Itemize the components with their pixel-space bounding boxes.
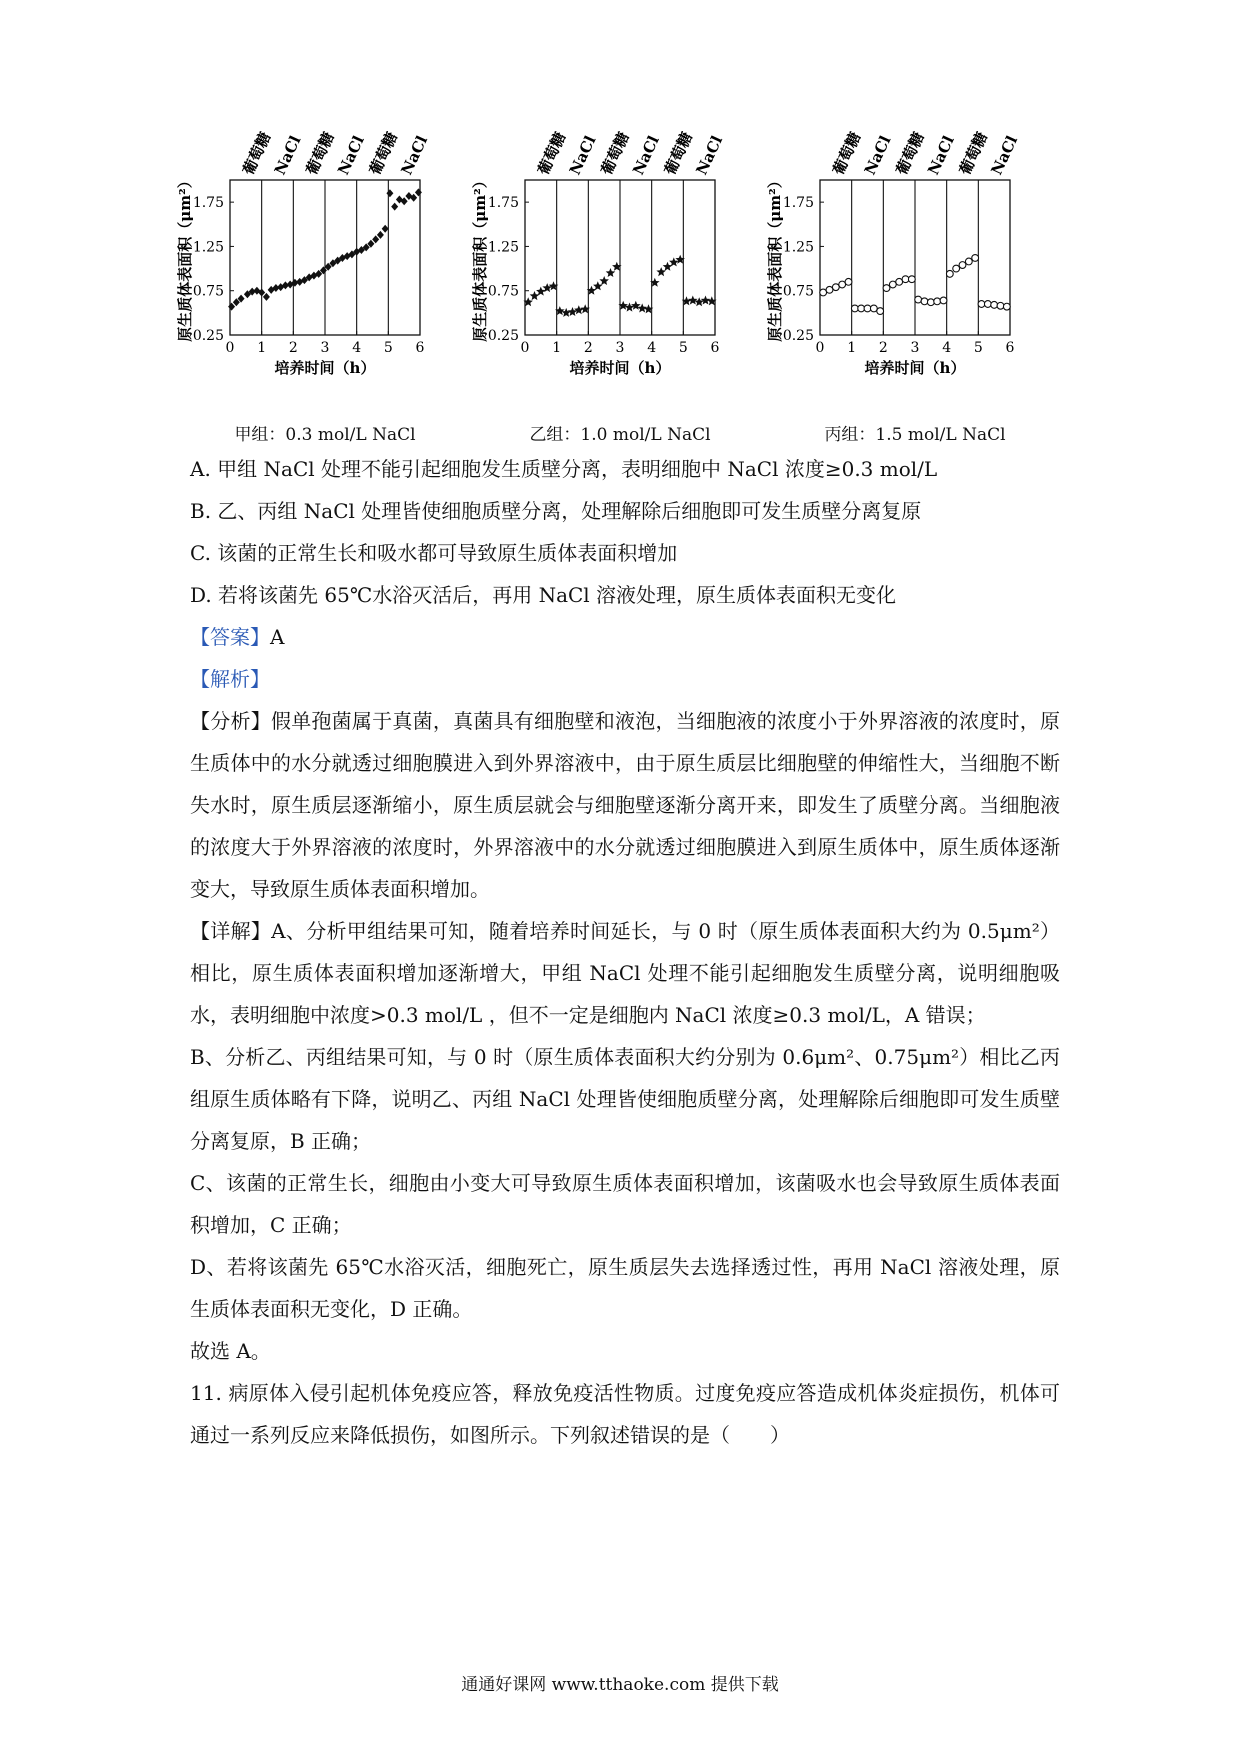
x-tick-label: 5 xyxy=(678,340,688,356)
option-c: C. 该菌的正常生长和吸水都可导致原生质体表面积增加 xyxy=(190,541,678,565)
y-tick-label: 1.25 xyxy=(782,239,814,256)
y-axis-label: 原生质体表面积（μm²） xyxy=(471,173,489,342)
chart-figure xyxy=(176,129,1060,450)
x-tick-label: 1 xyxy=(847,340,857,356)
y-tick-label: 0.75 xyxy=(782,283,814,300)
treatment-label: NaCl xyxy=(397,132,432,178)
data-point xyxy=(574,305,584,314)
chart-svg-yi xyxy=(471,129,765,420)
analysis-heading: 【解析】 xyxy=(190,667,270,691)
chart-group-yi xyxy=(471,129,765,450)
treatment-label: 葡萄糖 xyxy=(534,129,570,178)
data-point xyxy=(663,262,673,271)
detail-label: 【详解】 xyxy=(190,919,272,943)
x-tick-label: 6 xyxy=(1005,340,1015,356)
data-point xyxy=(832,284,839,291)
y-tick-label: 1.25 xyxy=(192,239,224,256)
treatment-label: NaCl xyxy=(629,132,663,178)
data-point xyxy=(940,297,947,304)
data-point xyxy=(991,301,998,308)
data-point xyxy=(625,303,635,312)
chart-caption-yi: 乙组：1.0 mol/L NaCl xyxy=(529,425,711,445)
treatment-label: NaCl xyxy=(334,132,368,178)
detail-b: B、分析乙、丙组结果可知，与 0 时（原生质体表面积大约分别为 0.6μm²、0.75μm²）相比乙丙组原生质体略有下降，说明乙、丙组 NaCl 处理皆使细胞质壁分离，处理解除后细胞即可发生质壁分离复原，B 正确； xyxy=(190,1045,1060,1153)
data-point xyxy=(263,293,270,301)
data-point xyxy=(530,291,540,300)
data-point xyxy=(391,203,398,211)
x-tick-label: 4 xyxy=(647,340,657,356)
data-point xyxy=(997,302,1004,309)
data-point xyxy=(606,268,616,277)
analysis-text: 假单孢菌属于真菌，真菌具有细胞壁和液泡，当细胞液的浓度小于外界溶液的浓度时，原生质体中的水分就透过细胞膜进入到外界溶液中，由于原生质层比细胞壁的伸缩性大，当细胞不断失水时，原生质层逐渐缩小，原生质层就会与细胞壁逐渐分离开来，即发生了质壁分离。当细胞液的浓度大于外界溶液的浓度时，外界溶液中的水分就透过细胞膜进入到原生质体中，原生质体逐渐变大，导致原生质体表面积增加。 xyxy=(190,709,1061,901)
detail-a-text: A、分析甲组结果可知，随着培养时间延长，与 0 时（原生质体表面积大约为 0.5μm²）相比，原生质体表面积增加逐渐增大，甲组 NaCl 处理不能引起细胞发生质壁分离，说明细胞吸水，表明细胞中浓度>0.3 mol/L ，但不一定是细胞内 NaCl 浓度≥0.3 mol/L，A 错误； xyxy=(190,919,1060,1027)
x-tick-label: 6 xyxy=(710,340,720,356)
data-point xyxy=(864,305,871,312)
y-tick-label: 0.25 xyxy=(487,328,519,344)
x-tick-label: 5 xyxy=(973,340,983,356)
data-point xyxy=(845,278,852,285)
chart-caption-bing: 丙组：1.5 mol/L NaCl xyxy=(824,425,1006,445)
data-point xyxy=(972,255,979,262)
data-point xyxy=(536,287,546,296)
y-axis-label: 原生质体表面积（μm²） xyxy=(766,173,784,342)
data-point xyxy=(377,231,384,239)
data-point xyxy=(228,303,235,311)
x-tick-label: 2 xyxy=(878,340,888,356)
treatment-label: 葡萄糖 xyxy=(365,129,402,178)
treatment-label: NaCl xyxy=(692,132,727,178)
data-point xyxy=(688,296,698,305)
data-point xyxy=(382,225,389,233)
question-11: 11. 病原体入侵引起机体免疫应答，释放免疫活性物质。过度免疫应答造成机体炎症损伤，机体可通过一系列反应来降低损伤，如图所示。下列叙述错误的是（ ） xyxy=(190,1381,1060,1447)
chart-caption-jia: 甲组：0.3 mol/L NaCl xyxy=(234,425,416,445)
x-tick-label: 0 xyxy=(225,340,235,356)
data-point xyxy=(921,298,928,305)
chart-group-bing xyxy=(766,129,1060,450)
data-point xyxy=(902,276,909,283)
data-point xyxy=(820,289,827,296)
treatment-label: 葡萄糖 xyxy=(892,129,928,178)
x-tick-label: 1 xyxy=(257,340,267,356)
data-point xyxy=(959,262,966,269)
data-point xyxy=(915,296,922,303)
x-axis-label: 培养时间（h） xyxy=(569,359,671,377)
detail-a xyxy=(190,910,1060,1036)
analysis-paragraph xyxy=(190,700,1060,910)
x-axis-label: 培养时间（h） xyxy=(274,359,376,377)
answer-label: 【答案】 xyxy=(190,625,270,649)
x-tick-label: 0 xyxy=(520,340,530,356)
y-tick-label: 0.25 xyxy=(192,328,224,344)
page-footer: 通通好课网 www.tthaoke.com 提供下载 xyxy=(461,1675,779,1695)
data-point xyxy=(415,188,422,196)
treatment-label: NaCl xyxy=(987,132,1022,178)
x-tick-label: 1 xyxy=(552,340,562,356)
data-point xyxy=(851,305,858,312)
detail-c: C、该菌的正常生长，细胞由小变大可导致原生质体表面积增加，该菌吸水也会导致原生质体表面积增加，C 正确； xyxy=(190,1171,1060,1237)
y-tick-label: 0.75 xyxy=(487,283,519,300)
data-point xyxy=(870,305,877,312)
data-point xyxy=(599,276,609,285)
x-tick-label: 5 xyxy=(383,340,393,356)
y-axis-label: 原生质体表面积（μm²） xyxy=(176,173,194,342)
treatment-label: 葡萄糖 xyxy=(829,129,865,178)
x-axis-label: 培养时间（h） xyxy=(864,359,966,377)
data-point xyxy=(877,308,884,315)
x-tick-label: 2 xyxy=(288,340,298,356)
treatment-label: 葡萄糖 xyxy=(239,129,275,178)
treatment-label: 葡萄糖 xyxy=(302,129,338,178)
data-point xyxy=(1003,303,1010,310)
data-point xyxy=(593,281,603,290)
y-tick-label: 1.25 xyxy=(487,239,519,256)
answer-line xyxy=(190,616,1060,658)
data-point xyxy=(568,307,578,316)
x-tick-label: 0 xyxy=(815,340,825,356)
treatment-label: 葡萄糖 xyxy=(597,129,633,178)
detail-d: D、若将该菌先 65℃水浴灭活，细胞死亡，原生质层失去选择透过性，再用 NaCl 溶液处理，原生质体表面积无变化，D 正确。 xyxy=(190,1255,1060,1321)
option-a: A. 甲组 NaCl 处理不能引起细胞发生质壁分离，表明细胞中 NaCl 浓度≥0.3 mol/L xyxy=(190,457,938,481)
data-point xyxy=(883,285,890,292)
data-point xyxy=(927,299,934,306)
data-point xyxy=(908,276,915,283)
detail-conclusion: 故选 A。 xyxy=(190,1339,271,1363)
x-tick-label: 4 xyxy=(352,340,362,356)
treatment-label: NaCl xyxy=(860,132,895,178)
x-tick-label: 4 xyxy=(942,340,952,356)
data-point xyxy=(694,297,704,306)
data-point xyxy=(372,235,379,243)
option-d: D. 若将该菌先 65℃水浴灭活后，再用 NaCl 溶液处理，原生质体表面积无变化 xyxy=(190,583,897,607)
data-point xyxy=(953,265,960,272)
chart-svg-jia xyxy=(176,129,470,420)
data-point xyxy=(826,286,833,293)
treatment-label: 葡萄糖 xyxy=(660,129,697,178)
data-point xyxy=(656,267,666,276)
data-point xyxy=(946,270,953,277)
treatment-label: 葡萄糖 xyxy=(955,129,992,178)
y-tick-label: 1.75 xyxy=(487,195,519,212)
options-block xyxy=(190,448,1060,1456)
data-point xyxy=(631,301,641,310)
treatment-label: NaCl xyxy=(924,132,958,178)
data-point xyxy=(934,298,941,305)
analysis-label: 【分析】 xyxy=(190,709,271,733)
data-point xyxy=(984,301,991,308)
treatment-label: NaCl xyxy=(270,132,305,178)
y-tick-label: 0.25 xyxy=(782,328,814,344)
y-tick-label: 1.75 xyxy=(192,195,224,212)
chart-svg-bing xyxy=(766,129,1060,420)
y-tick-label: 1.75 xyxy=(782,195,814,212)
answer-value: A xyxy=(270,625,285,649)
x-tick-label: 6 xyxy=(415,340,425,356)
data-point xyxy=(839,281,846,288)
data-point xyxy=(889,281,896,288)
data-point xyxy=(965,258,972,265)
option-b: B. 乙、丙组 NaCl 处理皆使细胞质壁分离，处理解除后细胞即可发生质壁分离复原 xyxy=(190,499,922,523)
x-tick-label: 3 xyxy=(320,340,330,356)
treatment-label: NaCl xyxy=(565,132,600,178)
x-tick-label: 3 xyxy=(910,340,920,356)
data-point xyxy=(858,305,865,312)
chart-group-jia xyxy=(176,129,470,450)
y-tick-label: 0.75 xyxy=(192,283,224,300)
data-point xyxy=(561,308,571,317)
data-point xyxy=(386,189,393,197)
data-point xyxy=(896,278,903,285)
data-point xyxy=(978,301,985,308)
x-tick-label: 2 xyxy=(583,340,593,356)
x-tick-label: 3 xyxy=(615,340,625,356)
